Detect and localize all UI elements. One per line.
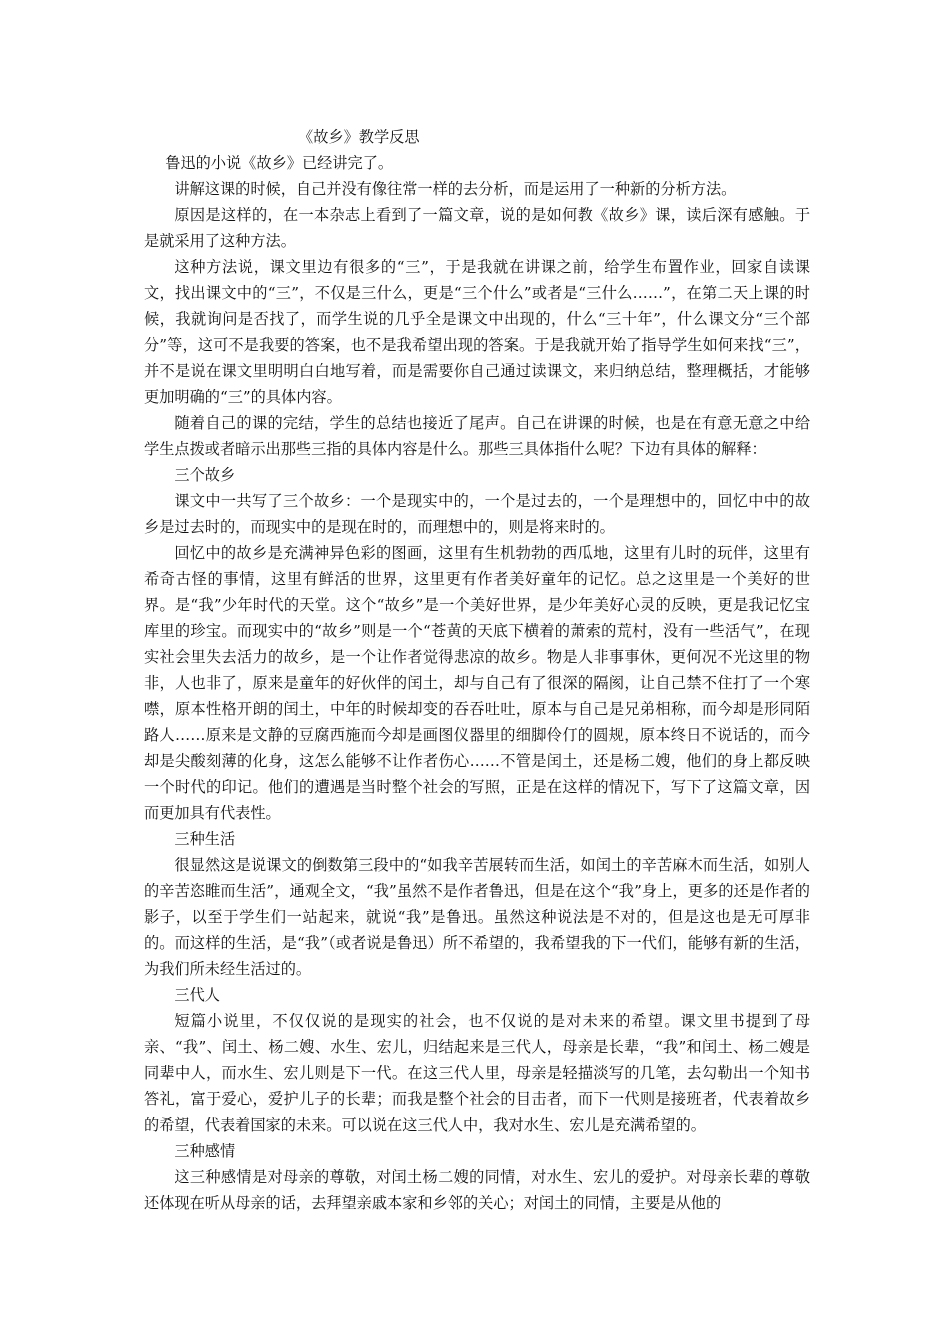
document-page (144, 124, 810, 1216)
paragraph-memory-hometown: 回忆中的故乡是充满神异色彩的图画，这里有生机勃勃的西瓜地，这里有儿时的玩伴，这里有希奇古怪的事情，这里有鲜活的世界，这里更有作者美好童年的记忆。总之这里是一个美好的世界。是“我”少年时代的天堂。这个“故乡”是一个美好世界，是少年美好心灵的反映，更是我记忆宝库里的珍宝。而现实中的“故乡”则是一个“苍黄的天底下横着的萧索的荒村，没有一些活气”，在现实社会里失去活力的故乡，是一个让作者觉得悲凉的故乡。物是人非事事休，更何况不光这里的物非，人也非了，原来是童年的好伙伴的闰土，却与自己有了很深的隔阂，让自己禁不住打了一个寒噤，原本性格开朗的闰土，中年的时候却变的吞吞吐吐，原本与自己是兄弟相称，而今却是形同陌路人……原来是文静的豆腐西施而今却是画图仪器里的细脚伶仃的圆规，原本终日不说话的，而今却是尖酸刻薄的化身，这怎么能够不让作者伤心……不管是闰土，还是杨二嫂，他们的身上都反映一个时代的印记。他们的遭遇是当时整个社会的写照，正是在这样的情况下，写下了这篇文章，因而更加具有代表性。 (144, 544, 810, 822)
paragraph-approach: 这种方法说，课文里边有很多的“三”，于是我就在讲课之前，给学生布置作业，回家自读课文，找出课文中的“三”，不仅是三什么，更是“三个什么”或者是“三什么……”，在第二天上课的时候，我就询问是否找了，而学生说的几乎全是课文中出现的，什么“三十年”，什么课文分“三个部分”等，这可不是我要的答案，也不是我希望出现的答案。于是我就开始了指导学生如何来找“三”，并不是说在课文里明明白白地写着，而是需要你自己通过读课文，来归纳总结，整理概括，才能够更加明确的“三”的具体内容。 (144, 258, 810, 406)
paragraph-reason: 原因是这样的，在一本杂志上看到了一篇文章，说的是如何教《故乡》课，读后深有感触。于是就采用了这种方法。 (144, 206, 810, 250)
section-heading-generations: 三代人 (174, 986, 220, 1004)
paragraph-three-hometowns: 课文中一共写了三个故乡：一个是现实中的，一个是过去的，一个是理想中的，回忆中中的故乡是过去时的，而现实中的是现在时的，而理想中的，则是将来时的。 (144, 492, 810, 536)
section-heading-hometowns: 三个故乡 (174, 466, 236, 484)
section-heading-feelings: 三种感情 (174, 1142, 236, 1160)
paragraph-method: 讲解这课的时候，自己并没有像往常一样的去分析，而是运用了一种新的分析方法。 (174, 180, 737, 198)
section-heading-lives: 三种生活 (174, 830, 236, 848)
paragraph-intro: 鲁迅的小说《故乡》已经讲完了。 (165, 154, 394, 172)
paragraph-three-lives: 很显然这是说课文的倒数第三段中的“如我辛苦展转而生活，如闰土的辛苦麻木而生活，如别人的辛苦恣睢而生活”，通观全文，“我”虽然不是作者鲁迅，但是在这个“我”身上，更多的还是作者的影子，以至于学生们一站起来，就说“我”是鲁迅。虽然这种说法是不对的，但是这也是无可厚非的。而这样的生活，是“我”（或者说是鲁迅）所不希望的，我希望我的下一代们，能够有新的生活，为我们所未经生活过的。 (144, 856, 810, 978)
paragraph-three-feelings: 这三种感情是对母亲的尊敬，对闰土杨二嫂的同情，对水生、宏儿的爱护。对母亲长辈的尊敬还体现在听从母亲的话，去拜望亲戚本家和乡邻的关心；对闰土的同情，主要是从他的 (144, 1168, 810, 1212)
paragraph-three-generations: 短篇小说里，不仅仅说的是现实的社会，也不仅说的是对未来的希望。课文里书提到了母亲、“我”、闰土、杨二嫂、水生、宏儿，归结起来是三代人，母亲是长辈，“我”和闰土、杨二嫂是同辈中人，而水生、宏儿则是下一代。在这三代人里，母亲是轻描淡写的几笔，去勾勒出一个知书答礼，富于爱心，爱护儿子的长辈；而我是整个社会的目击者，而下一代则是接班者，代表着故乡的希望，代表着国家的未来。可以说在这三代人中，我对水生、宏儿是充满希望的。 (144, 1012, 810, 1134)
paragraph-summary: 随着自己的课的完结，学生的总结也接近了尾声。自己在讲课的时候，也是在有意无意之中给学生点拨或者暗示出那些三指的具体内容是什么。那些三具体指什么呢？下边有具体的解释： (144, 414, 810, 458)
document-title: 《故乡》教学反思 (298, 128, 420, 146)
